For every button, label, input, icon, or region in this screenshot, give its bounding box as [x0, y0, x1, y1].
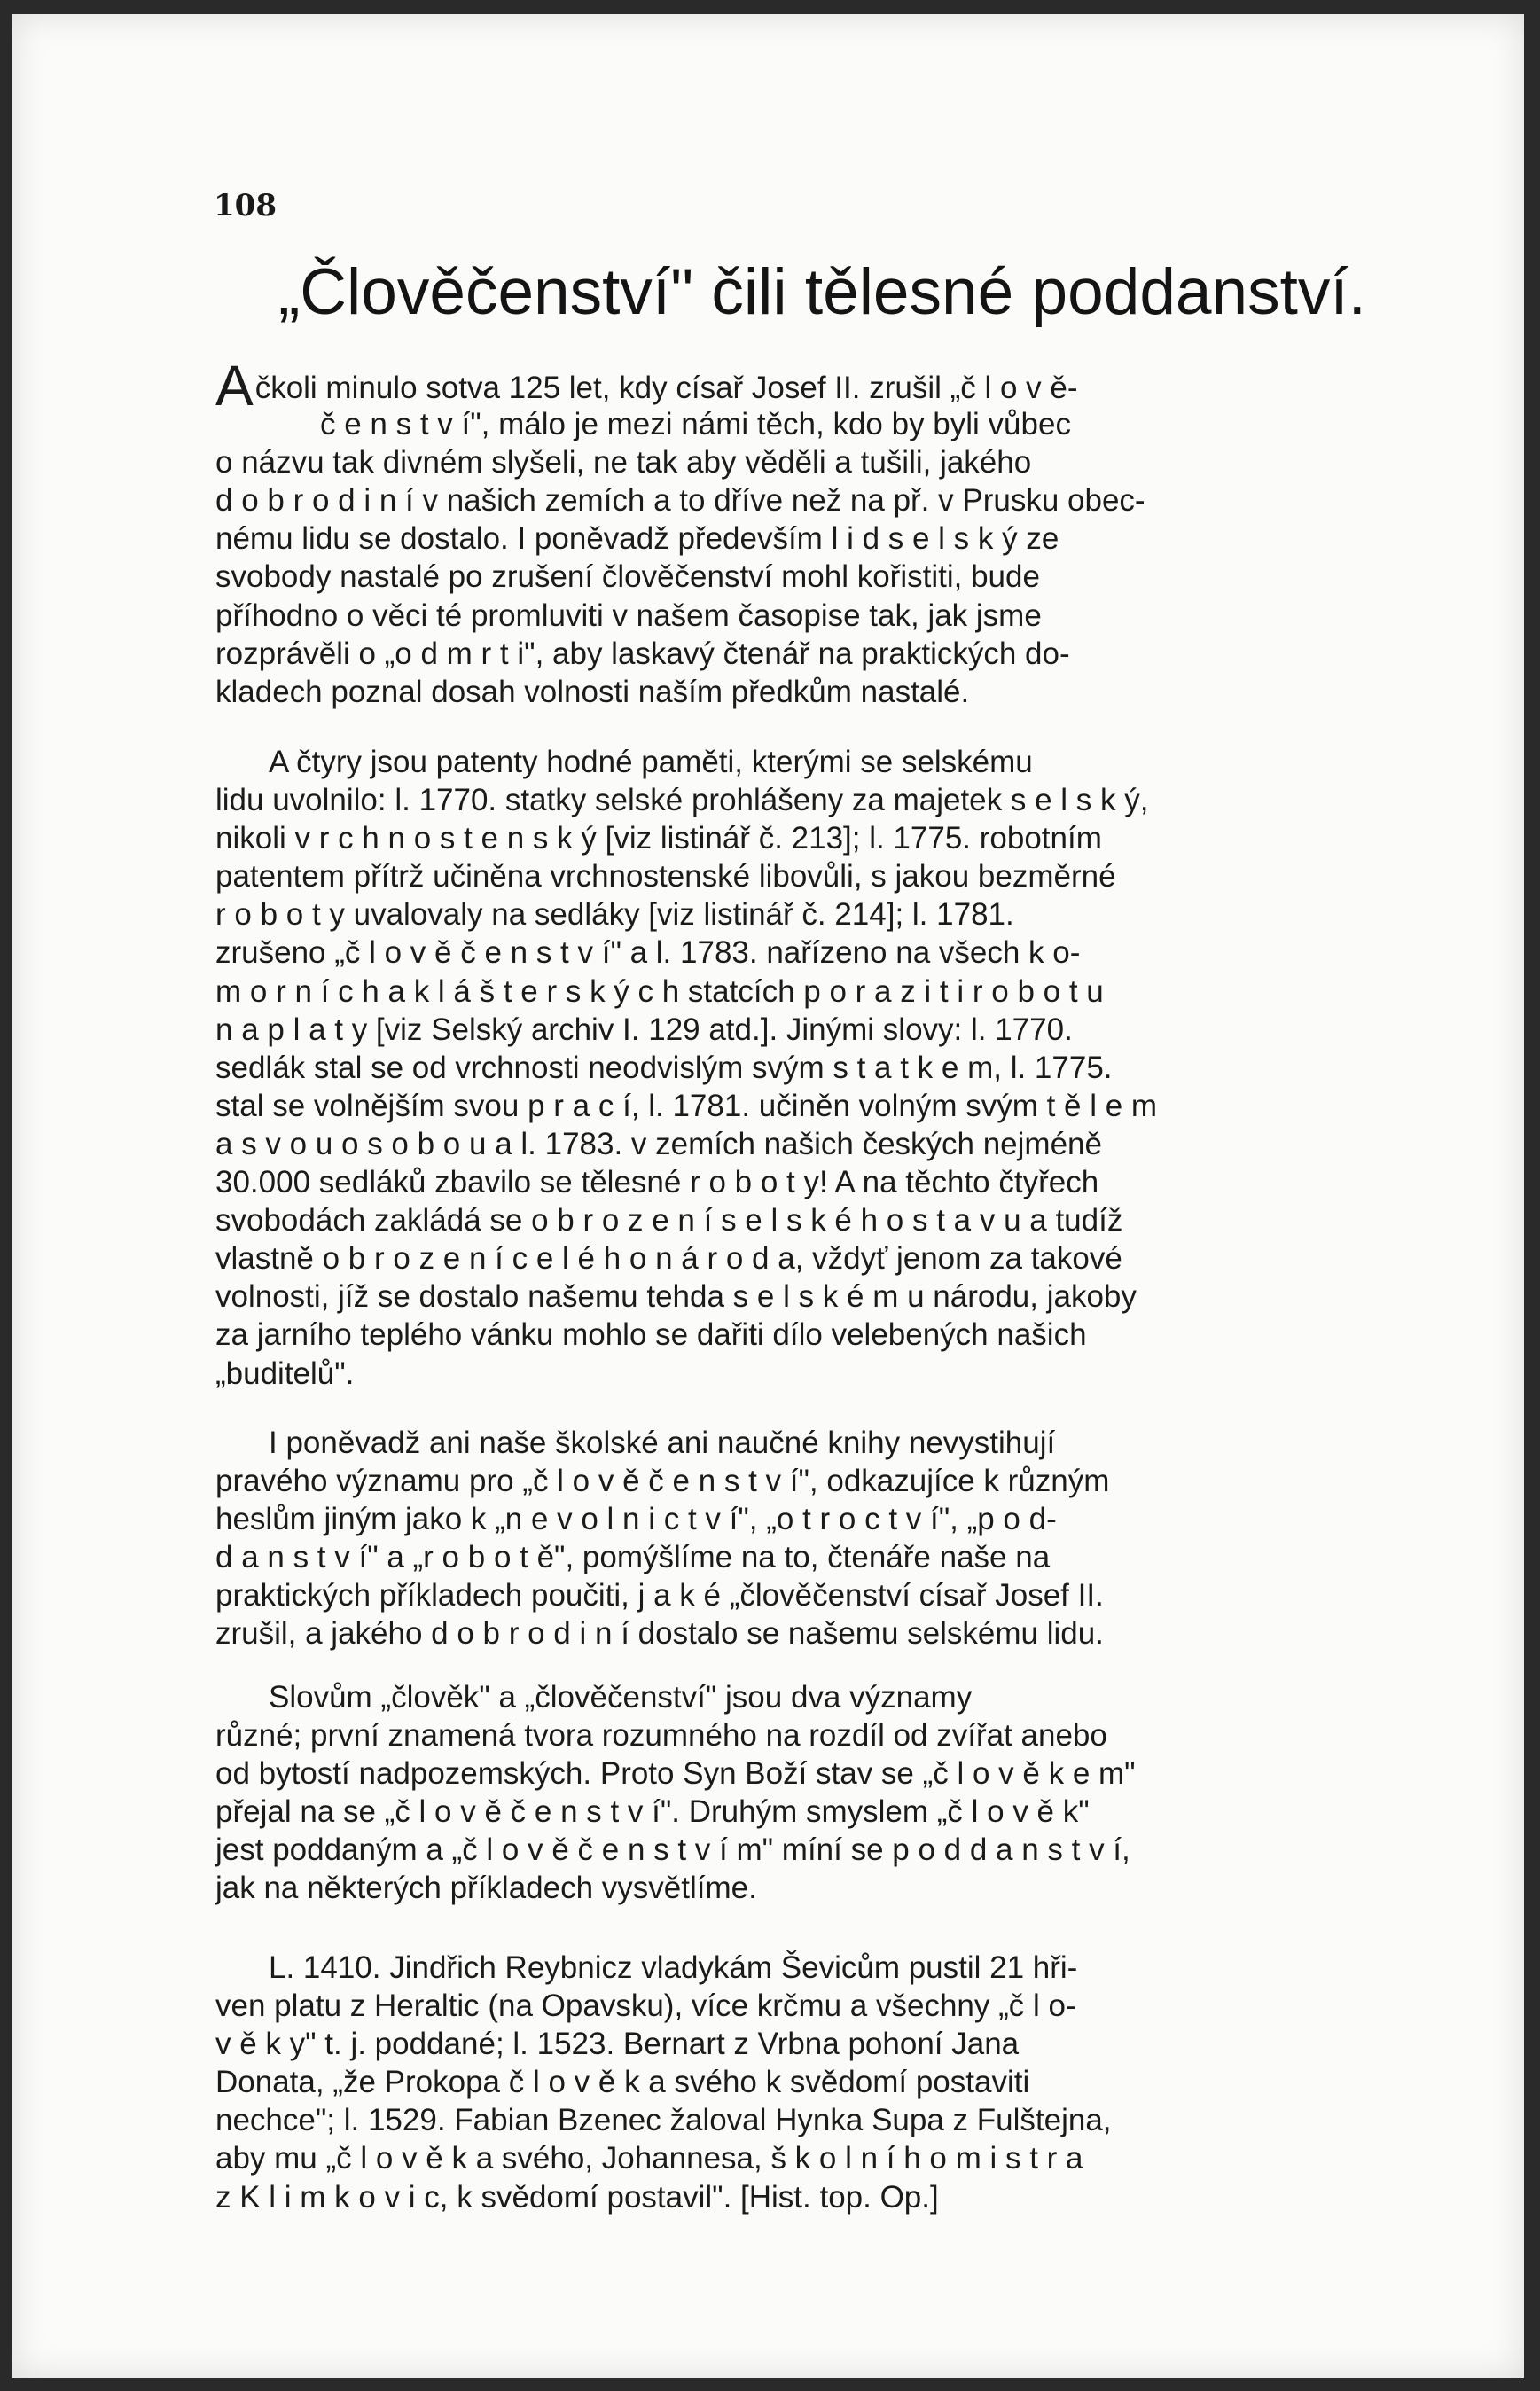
- text-line: I poněvadž ani naše školské ani naučné knihy nevystihují: [269, 1426, 1056, 1460]
- paragraph-3: [215, 1424, 1359, 1653]
- text-line: nechce"; l. 1529. Fabian Bzenec žaloval Hynka Supa z Fulštejna,: [215, 2103, 1112, 2138]
- paragraph-2: [215, 743, 1359, 1393]
- text-line: ven platu z Heraltic (na Opavsku), více krčmu a všechny „č l o-: [215, 1989, 1076, 2024]
- text-line: heslům jiným jako k „n e v o l n i c t v í", „o t r o c t v í", „p o d-: [215, 1502, 1057, 1537]
- book-page: [12, 14, 1524, 2378]
- text-line: 30.000 sedláků zbavilo se tělesné r o b o t y! A na těchto čtyřech: [215, 1165, 1099, 1200]
- text-line: d a n s t v í" a „r o b o t ě", pomýšlíme na to, čtenáře naše na: [215, 1540, 1051, 1575]
- text-line: jak na některých příkladech vysvětlíme.: [215, 1871, 757, 1906]
- text-line: zrušeno „č l o v ě č e n s t v í" a l. 1783. nařízeno na všech k o-: [215, 935, 1081, 971]
- text-line: č e n s t v í", málo je mezi námi těch, kdo by byli vůbec: [320, 407, 1071, 442]
- text-line: [215, 354, 1359, 418]
- text-line: A čtyry jsou patenty hodné paměti, kterými se selskému: [269, 745, 1033, 779]
- text-line: od bytostí nadpozemských. Proto Syn Boží stav se „č l o v ě k e m": [215, 1756, 1136, 1792]
- text-line: za jarního teplého vánku mohlo se dařiti dílo velebených našich: [215, 1317, 1087, 1353]
- drop-capital: A: [215, 354, 254, 418]
- text-line-content: čkoli minulo sotva 125 let, kdy císař Josef II. zrušil „č l o v ě-: [254, 371, 1078, 405]
- text-line: o názvu tak divném slyšeli, ne tak aby věděli a tušili, jakého: [215, 445, 1032, 481]
- text-line: a s v o u o s o b o u a l. 1783. v zemích našich českých nejméně: [215, 1126, 1102, 1161]
- text-line: v ě k y" t. j. poddané; l. 1523. Bernart z Vrbna pohoní Jana: [215, 2027, 1020, 2062]
- paragraph-5: [215, 1949, 1359, 2216]
- text-line: n a p l a t y [viz Selský archiv I. 129 atd.]. Jinými slovy: l. 1770.: [215, 1012, 1073, 1047]
- text-line: kladech poznal dosah volnosti naším předkům nastalé.: [215, 674, 970, 709]
- text-line: stal se volnějším svou p r a c í, l. 1781. učiněn volným svým t ě l e m: [215, 1088, 1158, 1123]
- paragraph-4: [215, 1678, 1359, 1908]
- text-line: aby mu „č l o v ě k a svého, Johannesa, š k o l n í h o m i s t r a: [215, 2141, 1083, 2176]
- text-line: vlastně o b r o z e n í c e l é h o n á r o d a, vždyť jenom za takové: [215, 1241, 1122, 1277]
- text-line: jest poddaným a „č l o v ě č e n s t v í m" míní se p o d d a n s t v í,: [215, 1832, 1130, 1868]
- text-line: praktických příkladech poučiti, j a k é „člověčenství císař Josef II.: [215, 1578, 1104, 1614]
- text-line: sedlák stal se od vrchnosti neodvislým svým s t a t k e m, l. 1775.: [215, 1050, 1113, 1085]
- paragraph-1: [215, 354, 1359, 711]
- text-line: rozprávěli o „o d m r t i", aby laskavý čtenář na praktických do-: [215, 636, 1070, 671]
- text-line: svobody nastalé po zrušení člověčenství mohl kořistiti, bude: [215, 559, 1040, 595]
- page-number: 108: [214, 188, 277, 223]
- text-line: přejal na se „č l o v ě č e n s t v í". Druhým smyslem „č l o v ě k": [215, 1794, 1090, 1830]
- text-line: Donata, „že Prokopa č l o v ě k a svého k svědomí postaviti: [215, 2065, 1030, 2100]
- text-line: různé; první znamená tvora rozumného na rozdíl od zvířat anebo: [215, 1718, 1107, 1754]
- text-line: nému lidu se dostalo. I poněvadž především l i d s e l s k ý ze: [215, 521, 1059, 557]
- text-line: pravého významu pro „č l o v ě č e n s t v í", odkazujíce k různým: [215, 1464, 1110, 1499]
- text-line: patentem přítrž učiněna vrchnostenské libovůli, s jakou bezměrné: [215, 859, 1116, 895]
- text-line: volnosti, jíž se dostalo našemu tehda s e l s k é m u národu, jakoby: [215, 1279, 1137, 1315]
- text-line: příhodno o věci té promluviti v našem časopise tak, jak jsme: [215, 598, 1042, 633]
- text-line: „buditelů".: [215, 1356, 355, 1391]
- text-line: r o b o t y uvalovaly na sedláky [viz listinář č. 214]; l. 1781.: [215, 897, 1014, 933]
- text-line: lidu uvolnilo: l. 1770. statky selské prohlášeny za majetek s e l s k ý,: [215, 783, 1149, 818]
- text-line: L. 1410. Jindřich Reybnicz vladykám Ševicům pustil 21 hři-: [269, 1950, 1078, 1985]
- text-line: nikoli v r c h n o s t e n s k ý [viz listinář č. 213]; l. 1775. robotním: [215, 821, 1102, 856]
- text-line: d o b r o d i n í v našich zemích a to dříve než na př. v Prusku obec-: [215, 483, 1145, 519]
- text-line: Slovům „člověk" a „člověčenství" jsou dva významy: [269, 1680, 973, 1715]
- chapter-title: „Člověčenství" čili tělesné poddanství.: [278, 256, 1366, 328]
- text-line: z K l i m k o v i c, k svědomí postavil". [Hist. top. Op.]: [215, 2179, 939, 2215]
- text-line: m o r n í c h a k l á š t e r s k ý c h statcích p o r a z i t i r o b o t u: [215, 973, 1104, 1009]
- text-line: zrušil, a jakého d o b r o d i n í dostalo se našemu selskému lidu.: [215, 1616, 1104, 1652]
- text-line: svobodách zakládá se o b r o z e n í s e l s k é h o s t a v u a tudíž: [215, 1203, 1123, 1238]
